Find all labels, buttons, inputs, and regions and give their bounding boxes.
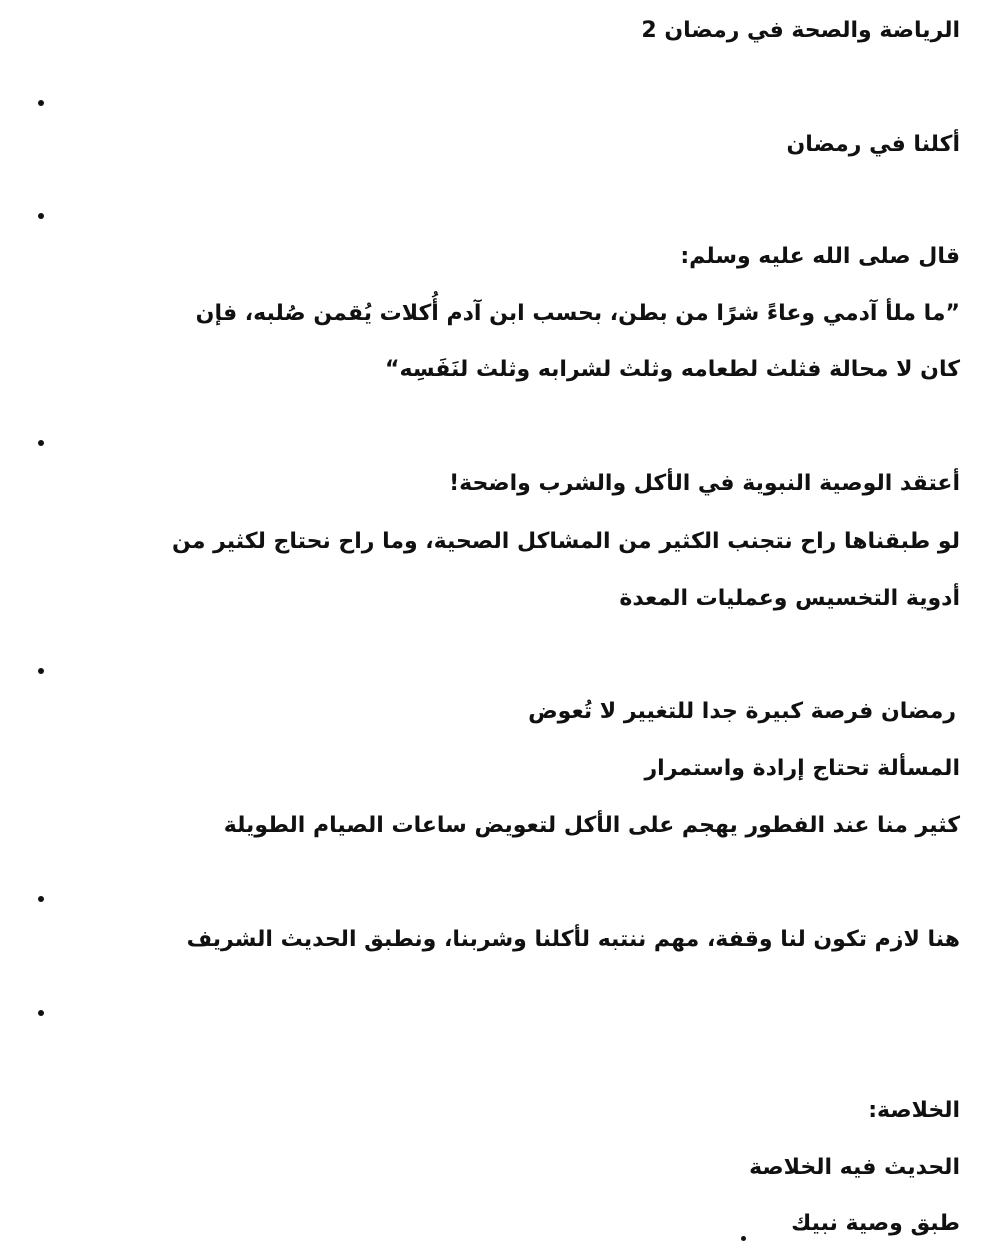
document-title: الرياضة والصحة في رمضان 2 <box>641 18 960 43</box>
bullet-5 <box>38 896 44 902</box>
bullet-2 <box>38 213 44 219</box>
bullet-1 <box>38 100 44 106</box>
conclusion-line-1: الحديث فيه الخلاصة <box>749 1155 960 1180</box>
will-persistence-line: المسألة تحتاج إرادة واستمرار <box>644 756 960 781</box>
bullet-3 <box>38 440 44 446</box>
bullet-4 <box>38 668 44 674</box>
advice-clear-line: أعتقد الوصية النبوية في الأكل والشرب واضحة! <box>449 471 960 496</box>
advice-benefit-line: لو طبقناها راح نتجنب الكثير من المشاكل الصحية، وما راح نحتاج لكثير من <box>172 529 960 554</box>
bullet-6 <box>38 1010 44 1016</box>
hadith-intro: قال صلى الله عليه وسلم: <box>680 244 960 269</box>
hadith-line-1: ”ما ملأ آدمي وعاءً شرًا من بطن، بحسب ابن آدم أُكلات يُقمن صُلبه، فإن <box>195 301 960 326</box>
ramadan-opportunity-line: رمضان فرصة كبيرة جدا للتغيير لا تُعوض <box>528 699 956 724</box>
hadith-line-2: كان لا محالة فثلث لطعامه وثلث لشرابه وثلث لنَفَسِه“ <box>385 357 960 382</box>
trailing-dot <box>741 1236 746 1241</box>
conclusion-heading: الخلاصة: <box>868 1098 960 1123</box>
pause-line: هنا لازم تكون لنا وقفة، مهم ننتبه لأكلنا وشربنا، ونطبق الحديث الشريف <box>186 927 960 952</box>
section-heading-eating: أكلنا في رمضان <box>786 132 960 157</box>
conclusion-line-2: طبق وصية نبيك <box>791 1211 960 1236</box>
advice-medicine-line: أدوية التخسيس وعمليات المعدة <box>619 586 960 611</box>
iftar-habit-line: كثير منا عند الفطور يهجم على الأكل لتعويض ساعات الصيام الطويلة <box>223 813 960 838</box>
